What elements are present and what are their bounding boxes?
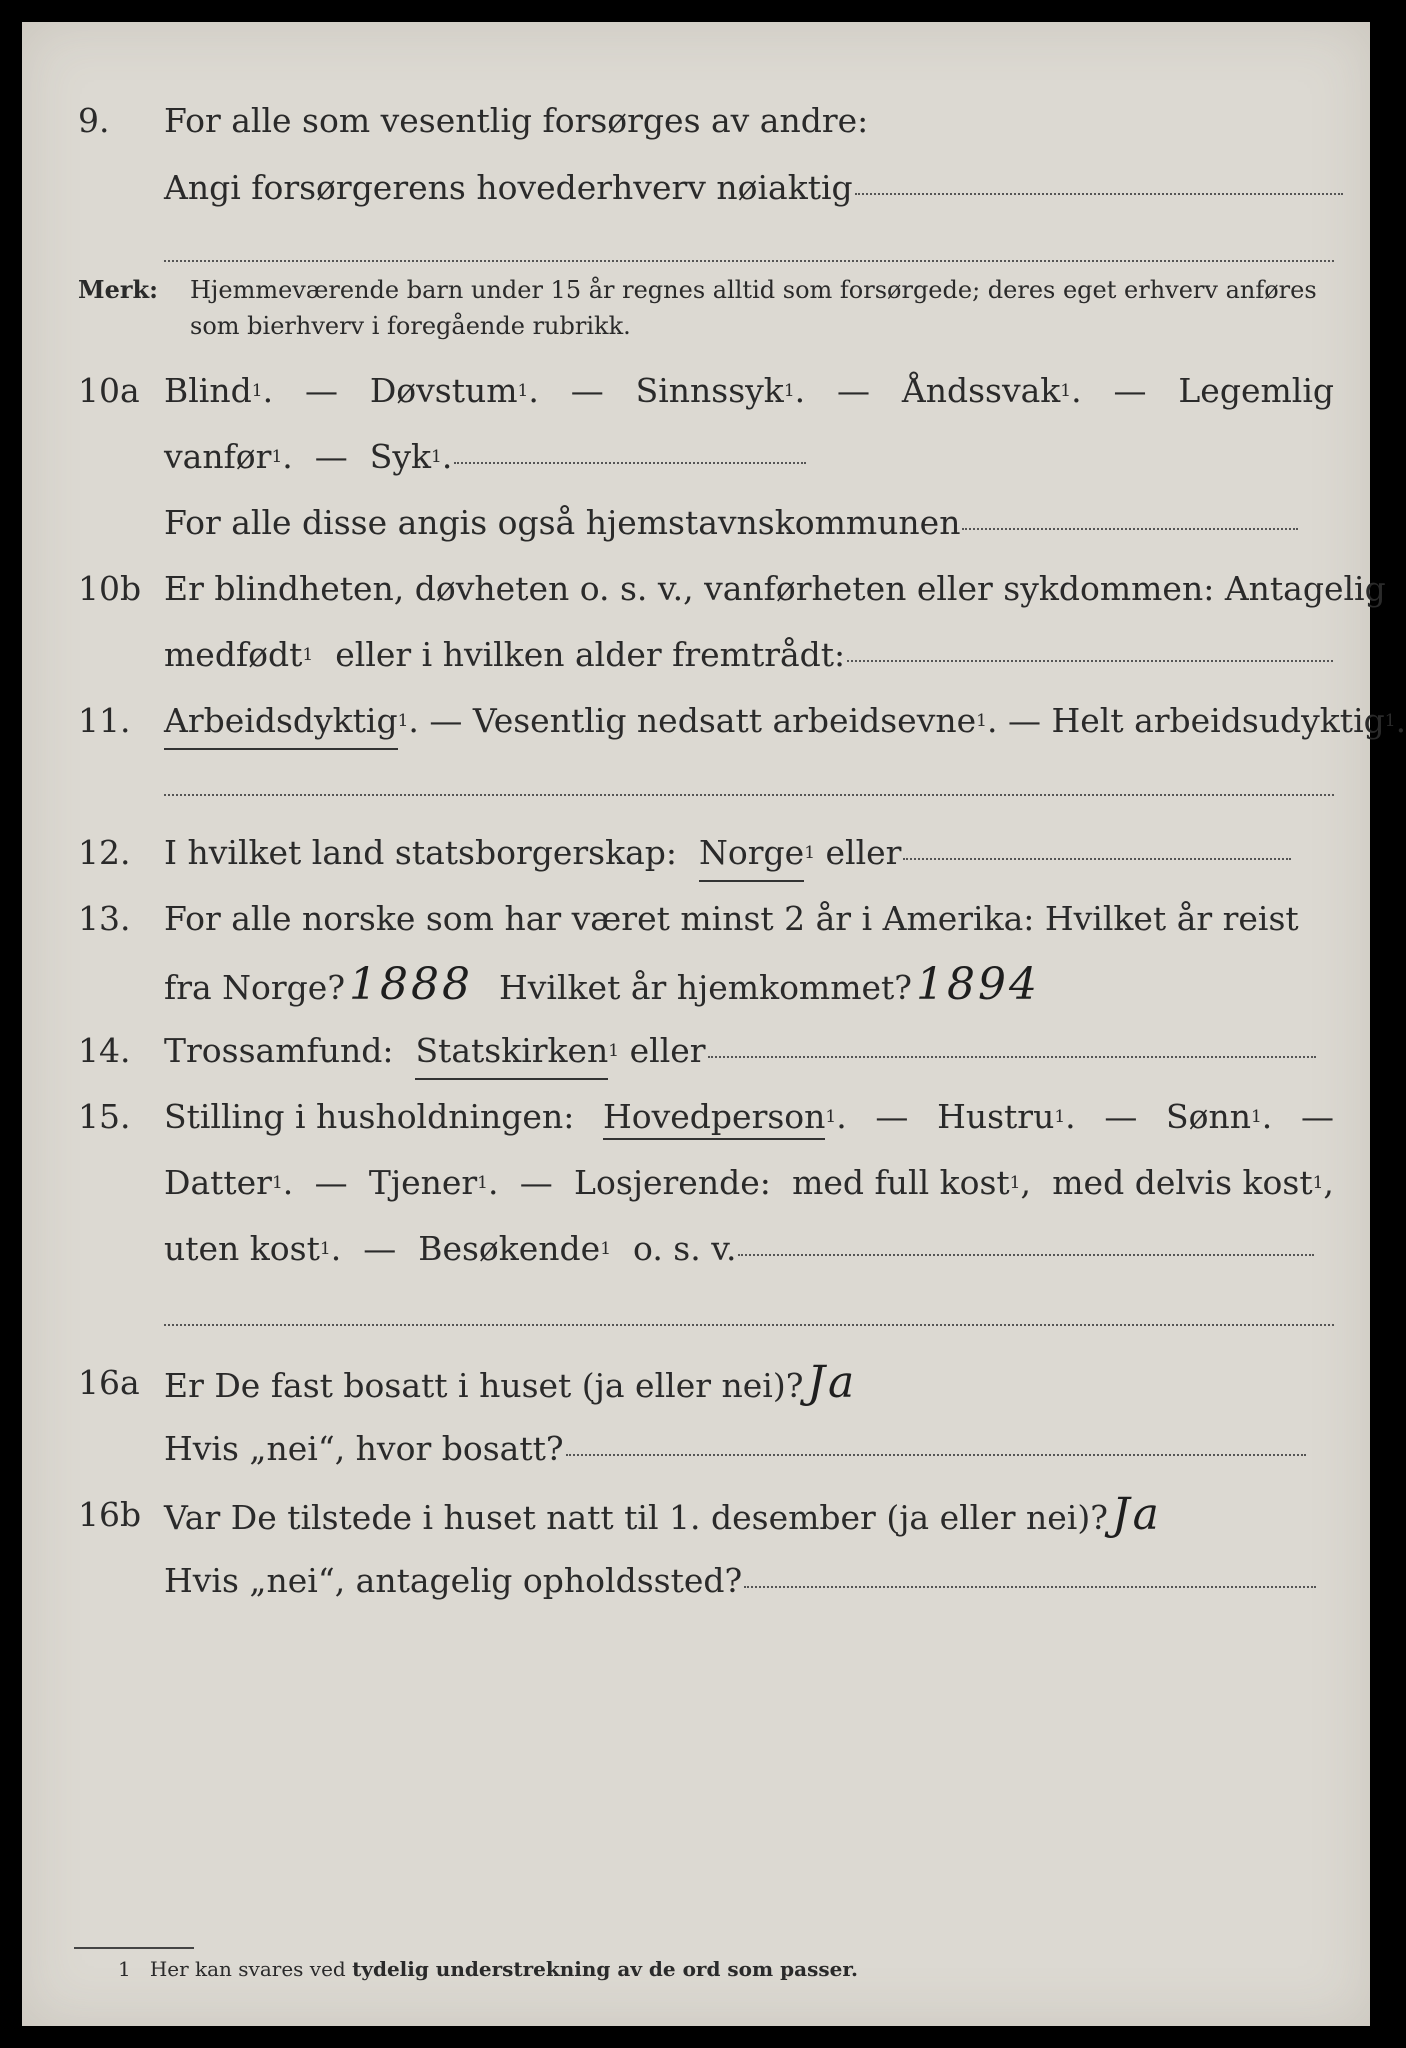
merk-text: Hjemmeværende barn under 15 år regnes alltid som forsørgede; deres eget erhverv anføres som bierhverv i foregående rubrikk. [190, 276, 1317, 340]
option-arbeidsdyktig-underlined[interactable]: Arbeidsdyktig [164, 696, 398, 750]
option-uten-kost[interactable]: uten kost [164, 1229, 320, 1268]
dash: — [314, 437, 348, 476]
q16b-answer[interactable]: Ja [1111, 1489, 1162, 1540]
q10b-answer-line[interactable] [847, 658, 1333, 662]
q15-answer-line[interactable] [738, 1252, 1314, 1256]
q12-question: I hvilket land statsborgerskap: [164, 833, 678, 872]
q12-number: 12. [78, 833, 131, 872]
option-medfodt[interactable]: medfødt [164, 635, 303, 674]
q16a-if-no-label: Hvis „nei“, hvor bosatt? [164, 1429, 564, 1468]
q10b-question: Er blindheten, døvheten o. s. v., vanførheten eller sykdommen: Antagelig [164, 569, 1386, 608]
q10a-row-2: vanfør $^1$ . — Syk $^1$ . [22, 432, 1370, 482]
q13-emigrated-label: fra Norge? [164, 968, 346, 1007]
q12-eller: eller [825, 833, 902, 872]
option-dovstum[interactable]: Døvstum [369, 371, 518, 410]
q15-question: Stilling i husholdningen: [164, 1097, 575, 1136]
q14-row: 14. Trossamfund: Statskirken $^1$ eller [22, 1026, 1370, 1076]
option-sinnssyk[interactable]: Sinnssyk [635, 371, 784, 410]
option-full-kost[interactable]: med full kost [792, 1163, 1010, 1202]
q13-returned-label: Hvilket år hjemkommet? [499, 968, 912, 1007]
q16a-row-1 [22, 1358, 1370, 1408]
q13-row-1 [22, 894, 1370, 944]
footnote-text: Her kan svares ved [149, 1957, 346, 1981]
footnote-marker: 1 [118, 1957, 131, 1981]
q14-question: Trossamfund: [164, 1031, 394, 1070]
dash: — [1113, 371, 1147, 410]
q16b-row-2 [22, 1556, 1370, 1606]
q16b-question: Var De tilstede i huset natt til 1. desember (ja eller nei)? [164, 1498, 1108, 1537]
option-nedsatt-arbeidsevne[interactable]: — Vesentlig nedsatt arbeidsevne [429, 701, 977, 740]
q12-answer-line[interactable] [903, 856, 1291, 860]
q15-row-2: Datter$^1$. — Tjener$^1$. — Losjerende: med full kost$^1$, med delvis kost$^1$, [22, 1158, 1370, 1208]
q16a-number: 16a [78, 1363, 140, 1402]
q13-returned-year[interactable]: 1894 [916, 959, 1040, 1010]
option-blind[interactable]: Blind [164, 371, 252, 410]
option-besokende[interactable]: Besøkende [418, 1229, 601, 1268]
option-andssvak[interactable]: Åndssvak [901, 371, 1061, 410]
q16a-question: Er De fast bosatt i huset (ja eller nei)? [164, 1366, 804, 1405]
q16a-answer-line[interactable] [566, 1452, 1306, 1456]
option-datter[interactable]: Datter [164, 1163, 272, 1202]
q10a-number: 10a [78, 371, 140, 410]
footnote-bold-text: tydelig understrekning av de ord som passer. [352, 1957, 858, 1981]
census-form-page [22, 22, 1406, 2026]
q15-osv: o. s. v. [633, 1229, 737, 1268]
option-hustru[interactable]: Hustru [937, 1097, 1055, 1136]
q9-answer-line[interactable] [855, 191, 1343, 195]
q10b-row-1 [22, 564, 1386, 614]
q13-number: 13. [78, 899, 131, 938]
dash: — [837, 371, 871, 410]
q16b-answer-line[interactable] [744, 1584, 1316, 1588]
q12-row: 12. I hvilket land statsborgerskap: Norge $^1$ eller [22, 828, 1370, 878]
q16b-row-1 [22, 1490, 1370, 1540]
q10b-age-label: eller i hvilken alder fremtrådt: [335, 635, 846, 674]
dash: — [304, 371, 338, 410]
dash: — [570, 371, 604, 410]
q9-extra-answer-line[interactable] [164, 260, 1334, 262]
q9-question: For alle som vesentlig forsørges av andre: [164, 101, 869, 140]
q9-number: 9. [78, 101, 110, 140]
q10a-answer-line[interactable] [454, 460, 806, 464]
option-tjener[interactable]: Tjener [368, 1163, 478, 1202]
q15-extra-answer-line[interactable] [164, 1324, 1334, 1326]
q13-question: For alle norske som har været minst 2 år i Amerika: Hvilket år reist [164, 899, 1299, 938]
q16b-number: 16b [78, 1495, 142, 1534]
q10a-row-3 [22, 498, 1370, 548]
q9-provider-occupation-label: Angi forsørgerens hovederhverv nøiaktig [164, 168, 853, 207]
option-sonn[interactable]: Sønn [1165, 1097, 1251, 1136]
q11-answer-line[interactable] [164, 794, 1334, 796]
q11-row: 11. Arbeidsdyktig $^1$ . — Vesentlig nedsatt arbeidsevne $^1$ . — Helt arbeidsudyktig $^1$ . [22, 696, 1370, 746]
q16a-answer[interactable]: Ja [807, 1357, 858, 1408]
footnote [118, 1954, 858, 1984]
q14-answer-line[interactable] [708, 1054, 1316, 1058]
q10b-number: 10b [78, 569, 142, 608]
q10a-hometown-label: For alle disse angis også hjemstavnskommunen [164, 503, 961, 542]
q10a-row-1: 10a Blind$^1$. — Døvstum$^1$. — Sinnssyk$^1$. — Åndssvak$^1$. — Legemlig [22, 366, 1370, 416]
q11-number: 11. [78, 701, 131, 740]
q13-row-2 [22, 960, 1370, 1010]
q16b-if-no-label: Hvis „nei“, antagelig opholdssted? [164, 1561, 743, 1600]
option-syk[interactable]: Syk [369, 437, 432, 476]
q14-number: 14. [78, 1031, 131, 1070]
q15-row-1: 15. Stilling i husholdningen: Hovedperson$^1$. — Hustru$^1$. — Sønn$^1$. — [22, 1092, 1370, 1142]
option-vanfor[interactable]: vanfør [164, 437, 272, 476]
option-hovedperson-underlined[interactable]: Hovedperson [603, 1097, 825, 1140]
footnote-divider [74, 1947, 194, 1949]
option-legemlig[interactable]: Legemlig [1178, 371, 1334, 410]
q15-number: 15. [78, 1097, 131, 1136]
q14-eller: eller [629, 1031, 706, 1070]
option-losjerende: Losjerende: [574, 1163, 771, 1202]
q10a-hometown-line[interactable] [962, 526, 1298, 530]
q10b-row-2: medfødt $^1$ eller i hvilken alder fremtrådt: [22, 630, 1370, 680]
q16a-row-2 [22, 1424, 1370, 1474]
q13-emigrated-year[interactable]: 1888 [349, 959, 474, 1010]
option-delvis-kost[interactable]: med delvis kost [1052, 1163, 1313, 1202]
q9-row-1 [22, 96, 1370, 146]
merk-label: Merk: [78, 275, 158, 304]
q15-row-3: uten kost $^1$ . — Besøkende $^1$ o. s. v. [22, 1224, 1370, 1274]
option-statskirken-underlined[interactable]: Statskirken [415, 1026, 608, 1080]
q9-row-2 [22, 163, 1370, 213]
option-arbeidsudyktig[interactable]: — Helt arbeidsudyktig [1007, 701, 1385, 740]
option-norge-underlined[interactable]: Norge [699, 828, 804, 882]
